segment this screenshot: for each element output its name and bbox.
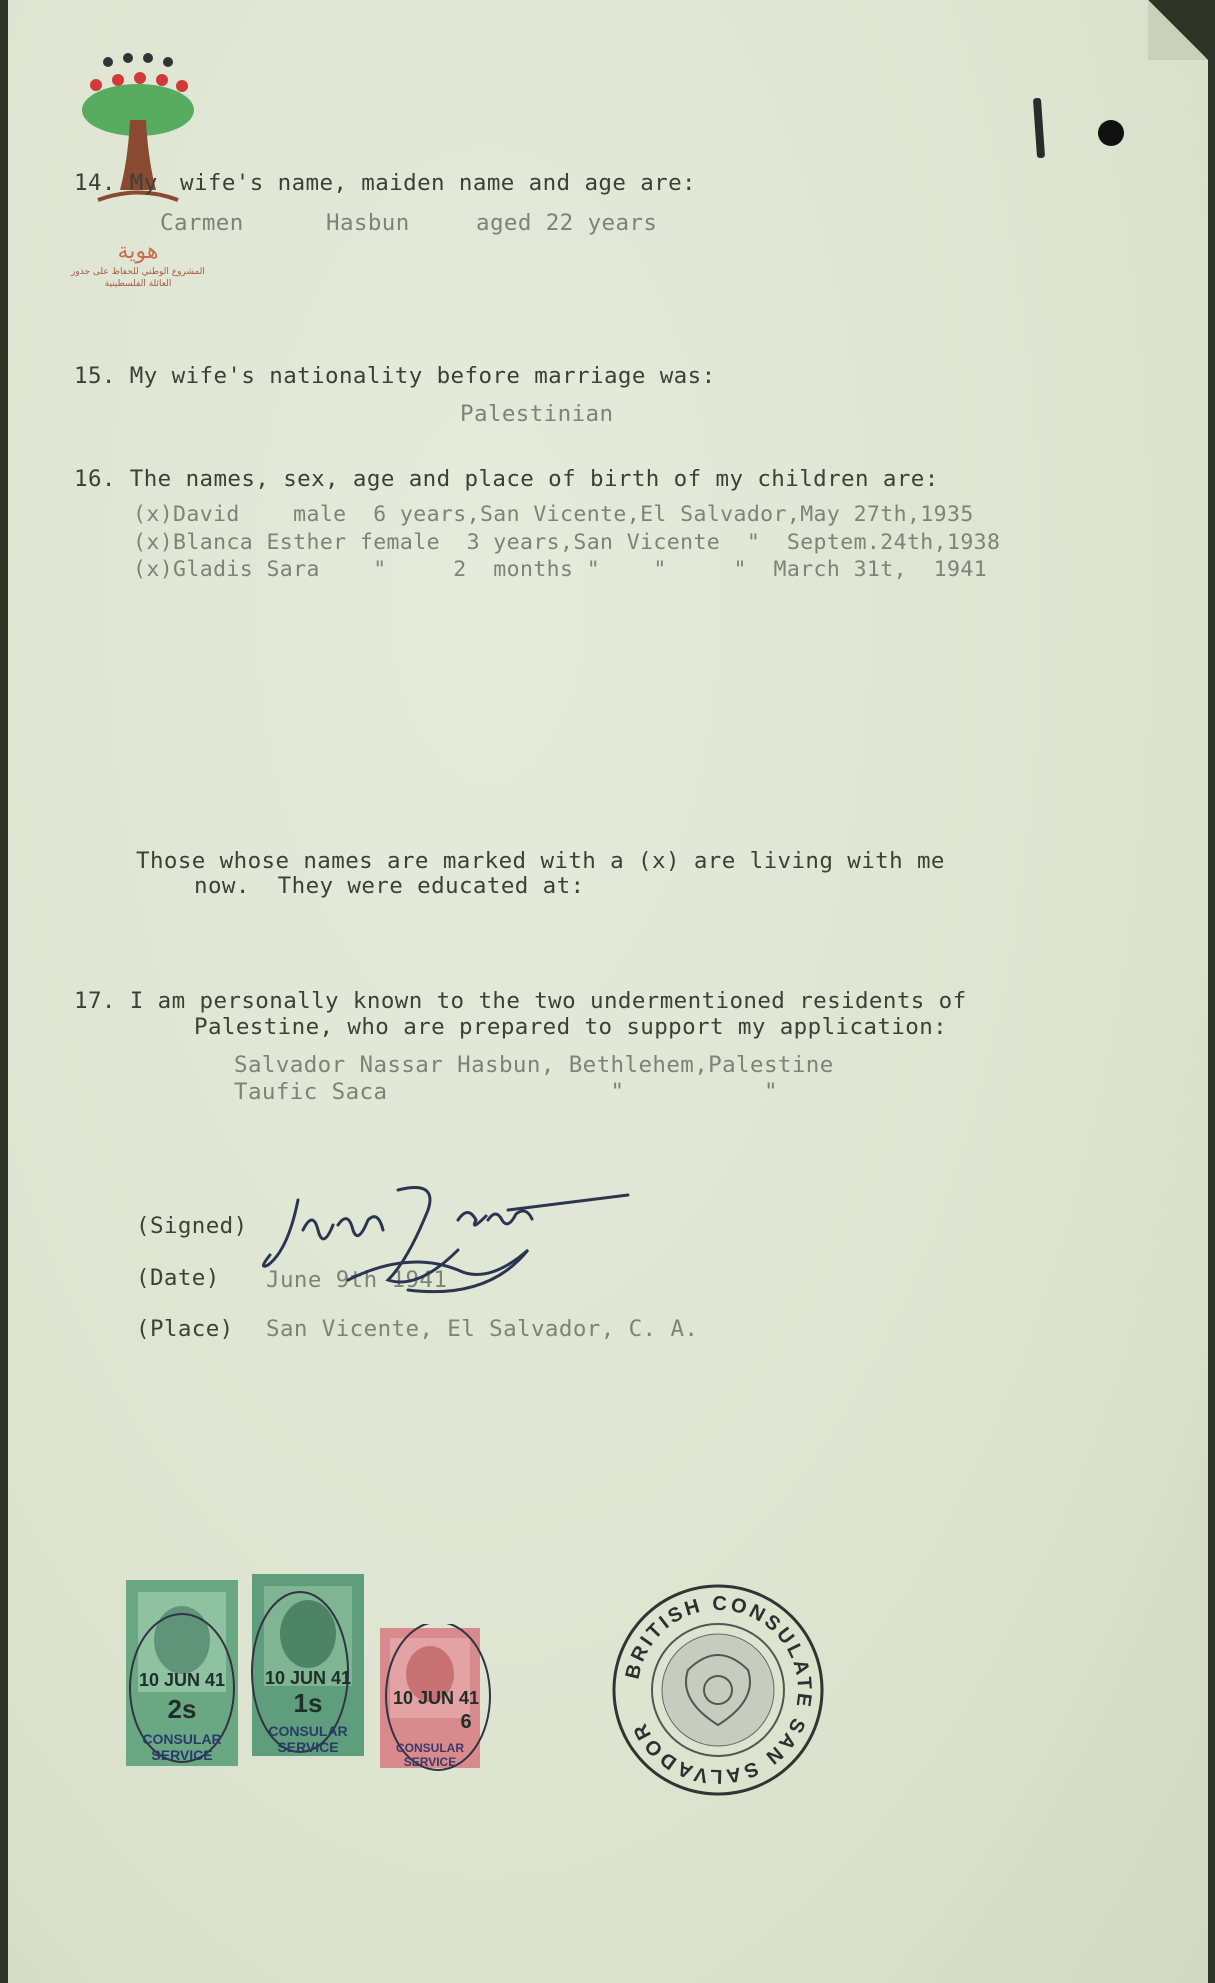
date-value: June 9th 1941	[266, 1267, 448, 1293]
q14-label: wife's name, maiden name and age are:	[180, 170, 697, 196]
stamp-date: 10 JUN 41	[138, 1670, 226, 1690]
child-row: (x)Blanca Esther female 3 years,San Vicente " Septem.24th,1938	[133, 530, 1001, 555]
revenue-stamp	[124, 1578, 240, 1768]
q14-number: 14. My	[74, 170, 158, 196]
referee-2: Taufic Saca " "	[234, 1079, 778, 1105]
stamp-line2: SERVICE	[403, 1755, 457, 1769]
logo-caption	[68, 238, 208, 290]
stamp-date: 10 JUN 41	[392, 1688, 480, 1708]
q17-label-line2: Palestine, who are prepared to support my application:	[194, 1014, 948, 1040]
signed-label: (Signed)	[136, 1213, 248, 1239]
stamp-value: 1s	[293, 1688, 323, 1718]
date-label: (Date)	[136, 1265, 220, 1291]
stamp-line1: CONSULAR	[142, 1731, 222, 1747]
stamp-portrait-icon	[250, 1572, 366, 1758]
child-row: (x)David male 6 years,San Vicente,El Salvador,May 27th,1935	[133, 502, 974, 527]
q17-label-line1: 17. I am personally known to the two undermentioned residents of	[74, 988, 967, 1014]
punch-hole	[1098, 120, 1124, 146]
q16-label: 16. The names, sex, age and place of birth of my children are:	[74, 466, 939, 492]
handwritten-signature	[258, 1170, 688, 1310]
logo-arabic-name: هوية	[117, 239, 159, 264]
q14-answer-last: Hasbun	[326, 210, 410, 236]
q15-label: 15. My wife's nationality before marriage was:	[74, 363, 716, 389]
consulate-seal-icon	[608, 1580, 828, 1800]
q14-answer-age: aged 22 years	[476, 210, 658, 236]
referee-1: Salvador Nassar Hasbun, Bethlehem,Palestine	[234, 1052, 834, 1078]
stamp-value: 2s	[167, 1694, 197, 1724]
logo-arabic-caption: المشروع الوطني للحفاظ على جذور العائلة الفلسطينية	[71, 267, 205, 289]
living-note-line1: Those whose names are marked with a (x) are living with me	[136, 848, 945, 874]
document-page	[8, 0, 1208, 1983]
seal-text: BRITISH CONSULATE SAN SALVADOR	[621, 1592, 816, 1788]
stamp-date: 10 JUN 41	[264, 1668, 352, 1688]
folded-corner	[1148, 0, 1208, 60]
stamp-portrait-icon	[124, 1578, 240, 1768]
tree-logo-icon	[78, 50, 198, 270]
q14-answer-first: Carmen	[160, 210, 244, 236]
stamp-line2: SERVICE	[151, 1747, 213, 1763]
stamp-line1: CONSULAR	[268, 1723, 348, 1739]
ink-mark	[1033, 98, 1045, 158]
revenue-stamp	[250, 1572, 366, 1758]
living-note-line2: now. They were educated at:	[194, 873, 585, 899]
place-label: (Place)	[136, 1316, 234, 1342]
child-row: (x)Gladis Sara " 2 months " " " March 31t, 1941	[133, 557, 988, 582]
stamp-value: 6	[460, 1711, 472, 1733]
q15-answer: Palestinian	[460, 401, 614, 427]
revenue-stamp	[376, 1624, 496, 1774]
stamp-line1: CONSULAR	[396, 1741, 464, 1755]
stamp-line2: SERVICE	[277, 1739, 339, 1755]
place-value: San Vicente, El Salvador, C. A.	[266, 1316, 699, 1342]
stamp-portrait-icon	[376, 1624, 496, 1774]
